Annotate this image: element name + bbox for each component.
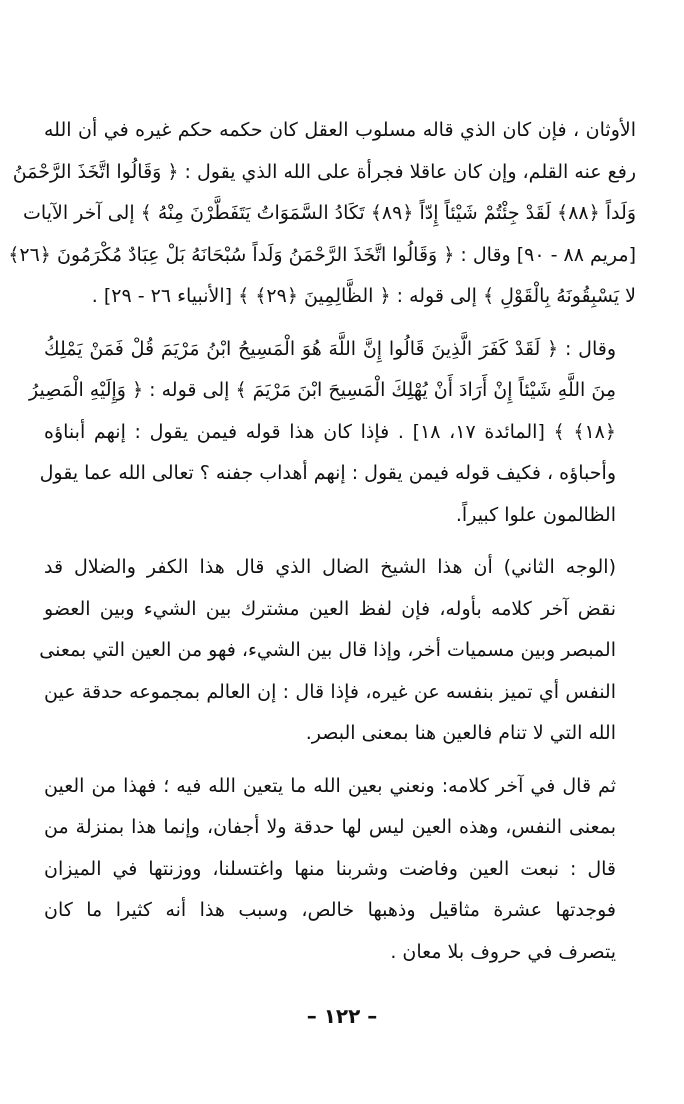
text-line: يتصرف في حروف بلا معان . [390, 940, 616, 963]
body-text [8, 110, 636, 984]
text-line: ﴿١٨﴾ ﴾ [المائدة ١٧، ١٨] . فإذا كان هذا قوله فيمن يقول : إنهم أبناؤه [44, 420, 617, 443]
text-line: وقال : ﴿ لَقَدْ كَفَرَ الَّذِينَ قَالُوا إِنَّ اللَّهَ هُوَ الْمَسِيحُ ابْنُ مَرْيَمَ قُلْ فَمَنْ يَمْلِكُ [44, 337, 616, 360]
text-line: ثم قال في آخر كلامه: ونعني بعين الله ما يتعين الله فيه ؛ فهذا من العين [44, 774, 616, 797]
text-line: لا يَسْبِقُونَهُ بِالْقَوْلِ ﴾ إلى قوله : ﴿ الظَّالِمِينَ ﴿٢٩﴾ ﴾ [الأنبياء ٢٦ - ٢٩] . [91, 285, 636, 307]
text-line: وَلَداً ﴿٨٨﴾ لَقَدْ جِئْتُمْ شَيْئاً إِدّاً ﴿٨٩﴾ تَكَادُ السَّمَوَاتُ يَتَفَطَّرْنَ مِنْهُ ﴾ إلى آخر الآيات [23, 202, 636, 224]
text-line: النفس أي تميز بنفسه عن غيره، فإذا قال : إن العالم بمجموعه حدقة عين [44, 680, 616, 703]
text-line: فوجدتها عشرة مثاقيل وذهبها خالص، وسبب هذا أنه كثيرا ما كان [44, 899, 616, 921]
text-line: مِنَ اللَّهِ شَيْئاً إِنْ أَرَادَ أَنْ يُهْلِكَ الْمَسِيحَ ابْنَ مَرْيَمَ ﴾ إلى قوله : ﴿ وَإِلَيْهِ الْمَصِيرُ [29, 379, 616, 401]
paragraph-1 [8, 110, 636, 318]
text-line: الظالمون علوا كبيراً. [455, 503, 616, 526]
paragraph-2 [29, 329, 636, 537]
text-line: الأوثان ، فإن كان الذي قاله مسلوب العقل كان حكمه حكم غيره في أن الله [44, 119, 636, 141]
text-line: نقض آخر كلامه بأوله، فإن لفظ العين مشترك بين الشيء وبين العضو [44, 597, 616, 620]
text-line: المبصر وبين مسميات أخر، وإذا قال بين الشيء، فهو من العين التي بمعنى [39, 639, 616, 661]
page-number: – ١٢٢ – [306, 1004, 378, 1028]
text-line: (الوجه الثاني) أن هذا الشيخ الضال الذي قال هذا الكفر والضلال قد [44, 556, 616, 578]
text-line: رفع عنه القلم، وإن كان عاقلا فجرأة على الله الذي يقول : ﴿ وَقَالُوا اتَّخَذَ الرَّحْمَنُ [12, 160, 636, 183]
text-line: الله التي لا تنام فالعين هنا بمعنى البصر. [305, 722, 616, 744]
paragraph-4 [44, 766, 636, 974]
text-line: وأحباؤه ، فكيف قوله فيمن يقول : إنهم أهداب جفنه ؟ تعالى الله عما يقول [39, 462, 616, 484]
text-line: [مريم ٨٨ - ٩٠] وقال : ﴿ وَقَالُوا اتَّخَذَ الرَّحْمَنُ وَلَداً سُبْحَانَهُ بَلْ عِبَادٌ مُكْرَمُونَ ﴿٢٦﴾ [8, 243, 636, 266]
text-line: قال : نبعت العين وفاضت وشربنا منها واغتسلنا، ووزنتها في الميزان [44, 857, 616, 880]
paragraph-3 [39, 547, 636, 755]
text-line: بمعنى النفس، وهذه العين ليس لها حدقة ولا أجفان، وإنما هذا بمنزلة من [44, 816, 616, 838]
